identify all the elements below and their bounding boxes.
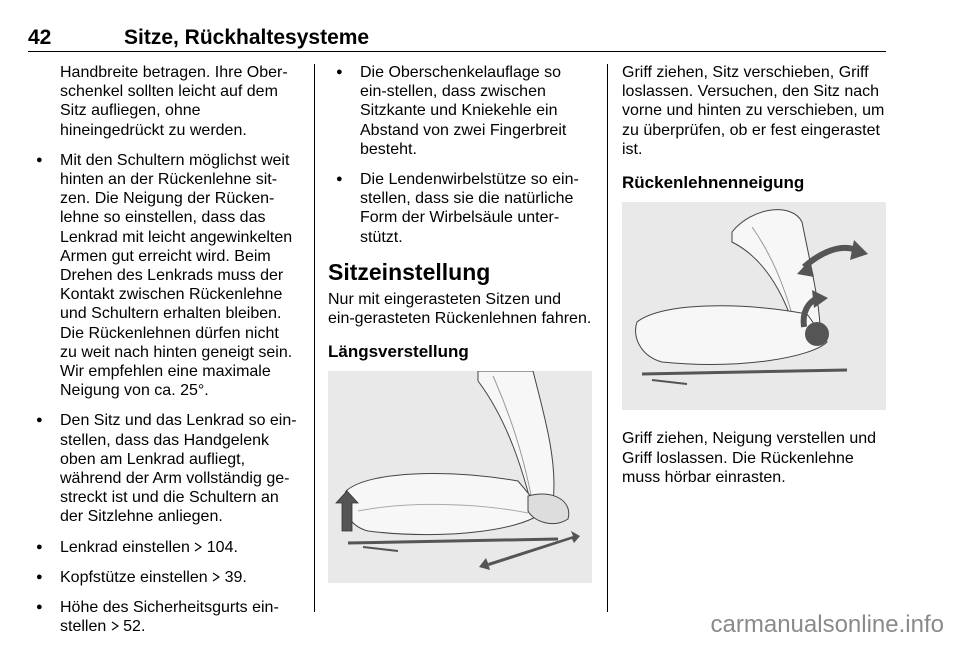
backrest-inclination-illustration bbox=[622, 202, 886, 410]
list-item-text: Kopfstütze einstellen bbox=[60, 568, 208, 586]
section-heading: Sitzeinstellung bbox=[328, 258, 491, 285]
column-1 bbox=[28, 63, 300, 647]
continuation-text: Handbreite betragen. Ihre Ober- schenkel sollten leicht auf dem Sitz aufliegen, ohne hineingedrückt zu werden. bbox=[60, 64, 288, 139]
bullet-list-2 bbox=[328, 63, 592, 247]
section-intro: Nur mit eingerasteten Sitzen und ein-gerasteten Rückenlehnen fahren. bbox=[328, 290, 592, 328]
longitudinal-instructions: Griff ziehen, Sitz verschieben, Griff loslassen. Versuchen, den Sitz nach vorne und hinten zu verschieben, um zu überprüfen, ob er fest eingerastet ist. bbox=[622, 64, 885, 158]
page-reference[interactable]: 104. bbox=[206, 538, 238, 556]
header-divider bbox=[28, 51, 886, 52]
column-2 bbox=[328, 63, 592, 589]
chapter-title: Sitze, Rückhaltesysteme bbox=[124, 26, 370, 49]
column-divider-1 bbox=[314, 64, 315, 612]
list-item-text: Die Oberschenkelauflage so ein-stellen, dass zwischen Sitzkante und Kniekehle ein Abstand von zwei Fingerbreit besteht. bbox=[360, 64, 567, 158]
list-item bbox=[328, 170, 592, 247]
list-item bbox=[28, 411, 300, 526]
page-reference[interactable]: 52. bbox=[123, 618, 146, 636]
seat-longitudinal-adjustment-illustration bbox=[328, 371, 592, 583]
subsection-heading: Rückenlehnenneigung bbox=[622, 173, 805, 193]
page-number: 42 bbox=[28, 26, 52, 49]
list-item bbox=[28, 568, 300, 587]
list-item bbox=[28, 151, 300, 401]
list-item bbox=[28, 598, 300, 636]
list-item-text: Lenkrad einstellen bbox=[60, 538, 190, 556]
bullet-list-1 bbox=[28, 151, 300, 637]
list-item bbox=[328, 63, 592, 159]
list-item-text: Die Lendenwirbelstütze so ein-stellen, dass sie die natürliche Form der Wirbelsäule unter-stützt. bbox=[360, 171, 579, 246]
column-3 bbox=[622, 63, 888, 487]
page-reference-icon bbox=[111, 621, 119, 631]
subsection-heading: Längsverstellung bbox=[328, 342, 469, 362]
page-reference[interactable]: 39. bbox=[224, 568, 247, 586]
page-reference-icon bbox=[212, 572, 220, 582]
inclination-instructions: Griff ziehen, Neigung verstellen und Griff loslassen. Die Rückenlehne muss hörbar einrasten. bbox=[622, 430, 877, 486]
column-divider-2 bbox=[607, 64, 608, 612]
list-item-text: Den Sitz und das Lenkrad so ein-stellen, dass das Handgelenk oben am Lenkrad aufliegt, während der Arm vollständig ge-streckt ist und die Schultern an der Sitzlehne anliegen. bbox=[60, 412, 297, 526]
watermark: carmanualsonline.info bbox=[710, 611, 944, 638]
list-item-text: Mit den Schultern möglichst weit hinten an der Rückenlehne sit-zen. Die Neigung der Rücken-lehne so einstellen, dass das Lenkrad mit leicht angewinkelten Armen gut erreicht wird. Beim Drehen des Lenkrads muss der Kontakt zwischen Rückenlehne und Schultern erhalten bleiben. Die Rückenlehnen dürfen nicht zu weit nach hinten geneigt sein. Wir empfehlen eine maximale Neigung von ca. 25°. bbox=[60, 151, 293, 400]
list-item bbox=[28, 538, 300, 557]
page-reference-icon bbox=[194, 542, 202, 552]
list-item-text: Höhe des Sicherheitsgurts ein-stellen bbox=[60, 599, 279, 636]
